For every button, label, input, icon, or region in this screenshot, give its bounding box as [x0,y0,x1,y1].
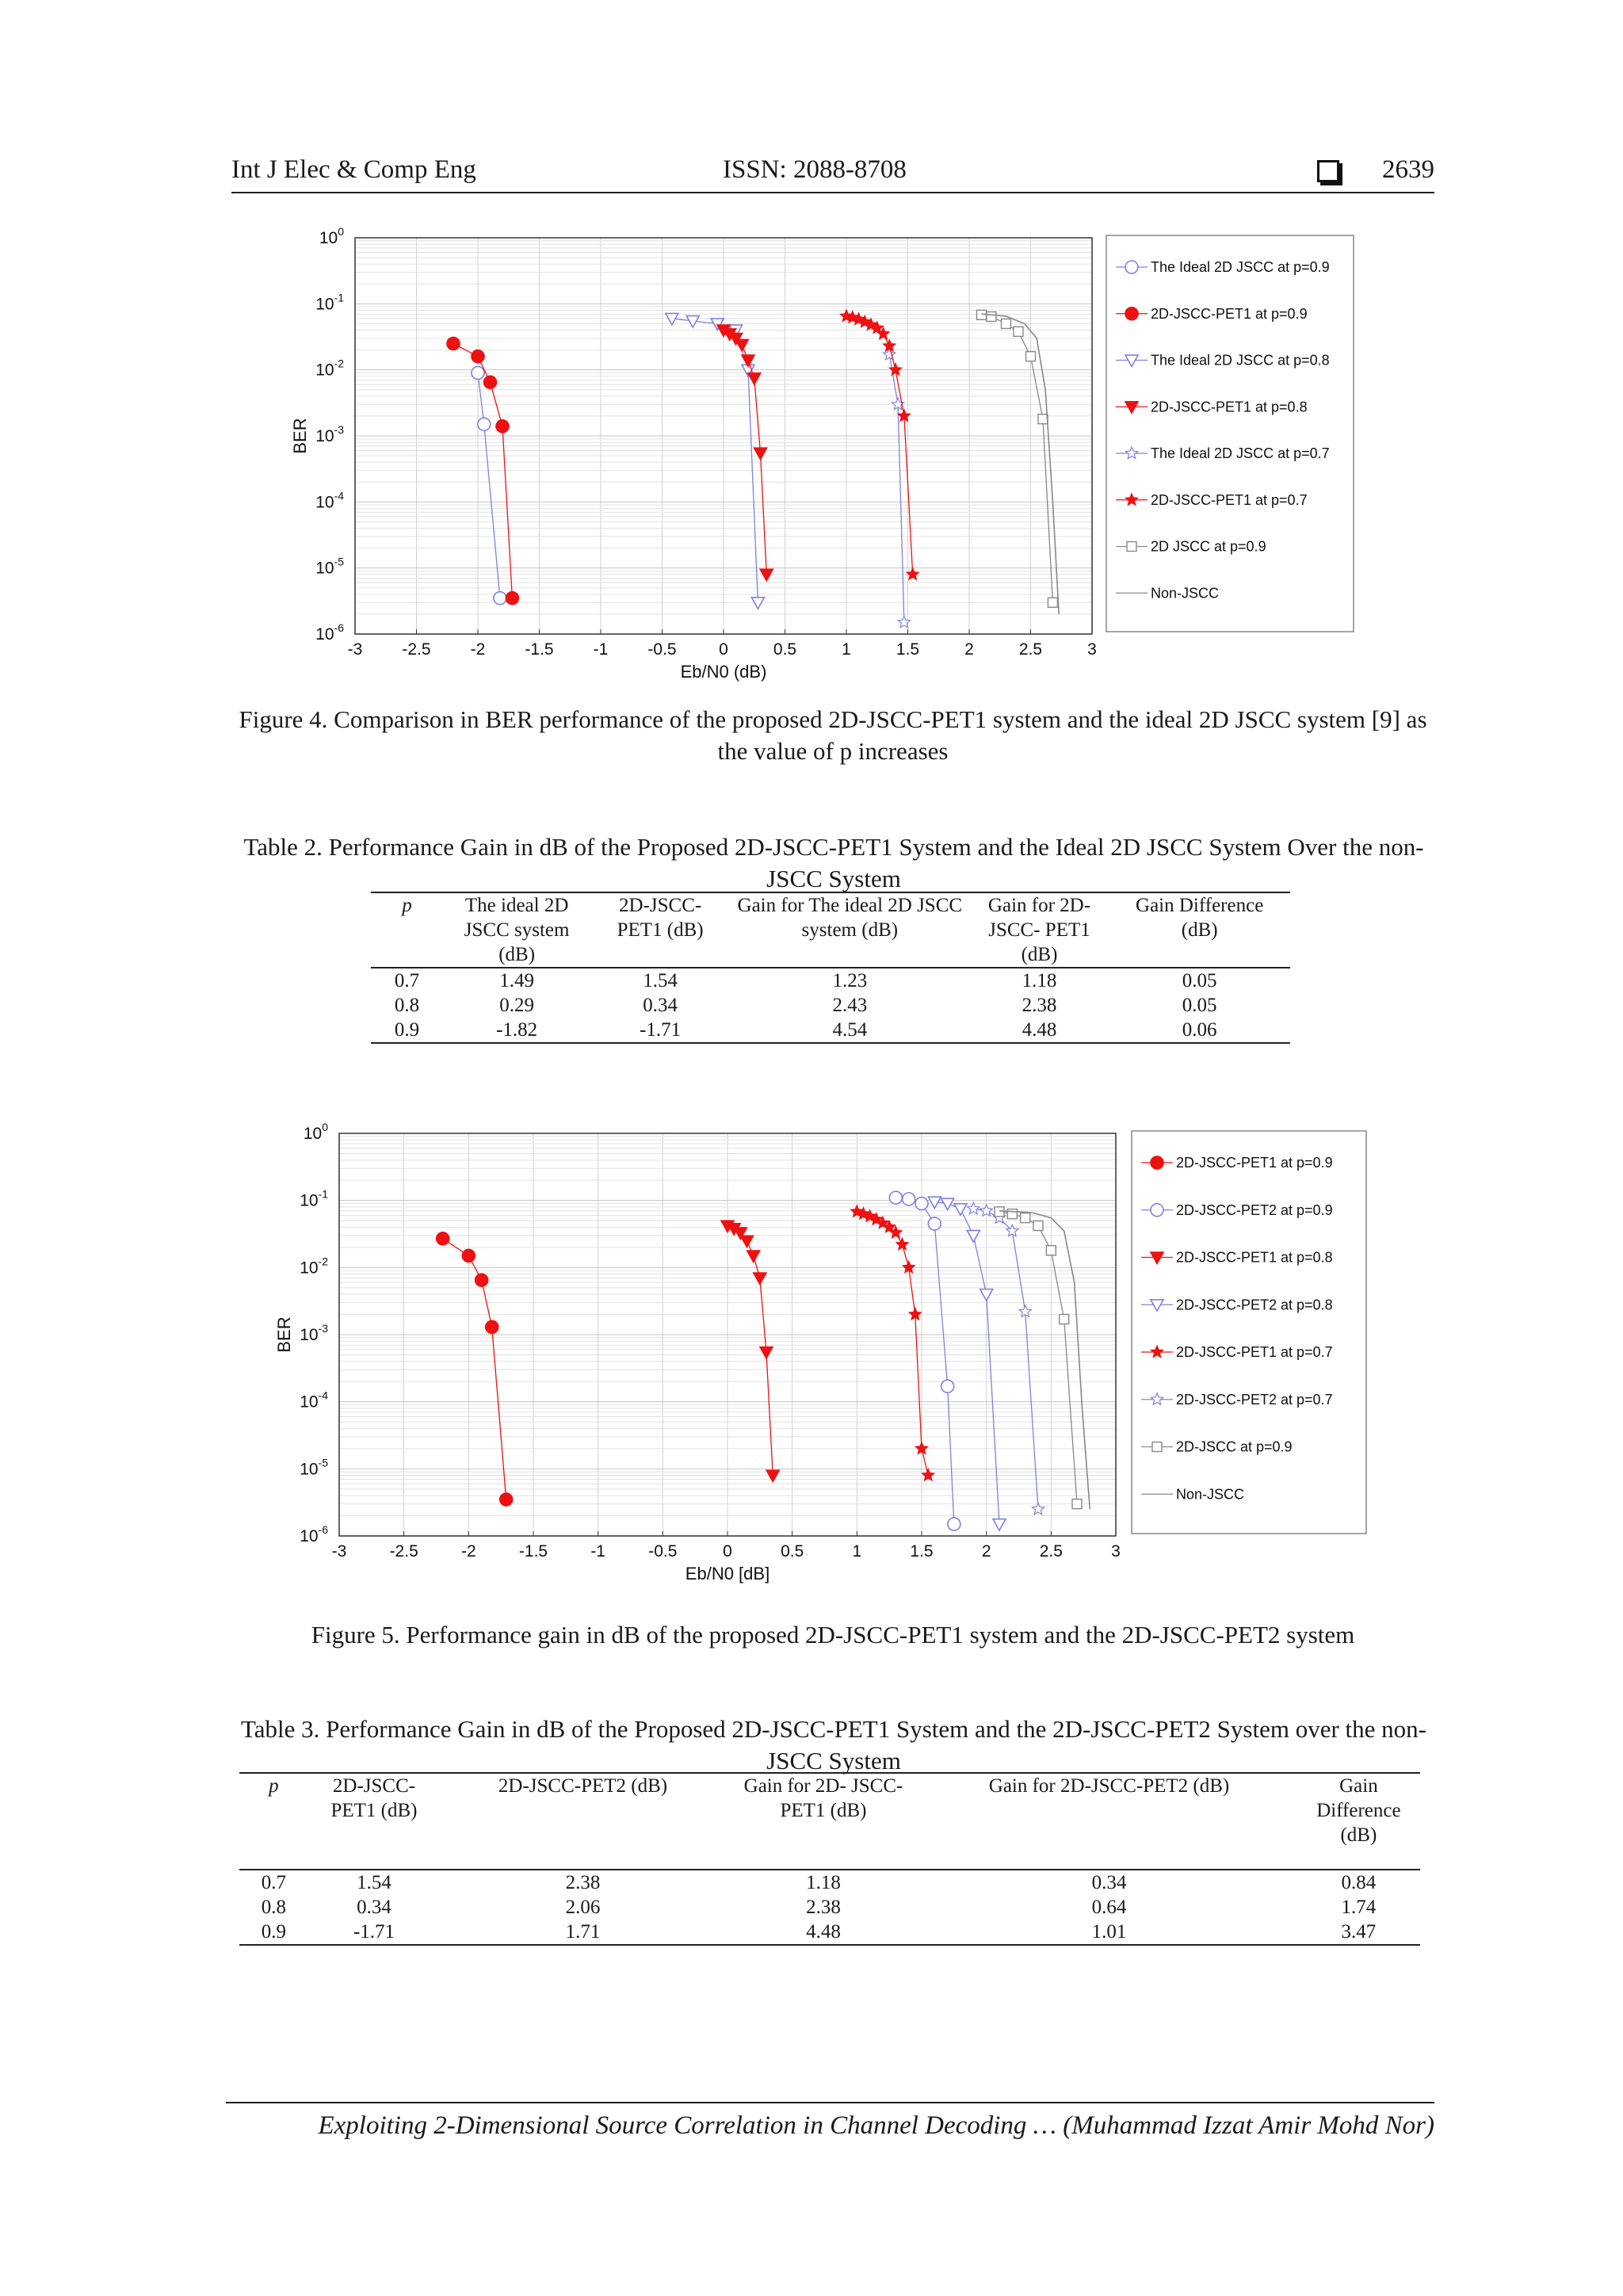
legend-entry: The Ideal 2D JSCC at p=0.8 [1151,352,1330,369]
table-row [239,1870,1420,1895]
data-point [484,376,497,388]
cell: 1.54 [643,970,678,991]
y-tick-label: $10^0$ [303,1121,328,1143]
data-point [437,1232,449,1245]
y-tick-label: $10^{-4}$ [315,489,344,512]
cell: 4.48 [970,1018,1109,1043]
data-point [967,1231,980,1242]
x-tick-label: 0.5 [773,640,797,659]
cell: 0.05 [1182,995,1217,1016]
x-tick-label: 2.5 [1018,640,1043,659]
data-point [486,1320,498,1333]
journal-name: Int J Elec & Comp Eng [231,155,476,184]
page-header [231,155,1434,193]
data-point [747,1251,760,1262]
data-point [760,569,773,580]
cell: 1.49 [499,970,535,991]
table-row [371,968,1290,993]
legend [1132,1131,1366,1534]
data-point [995,1207,1004,1217]
header-pet1: 2D-JSCC- PET1 (dB) [590,892,730,968]
square-icon [1317,160,1339,182]
cell: 1.01 [921,1920,1297,1945]
data-point [1032,1503,1044,1515]
data-point [506,592,518,605]
data-point [1125,308,1138,320]
x-tick-label: 2.5 [1039,1542,1063,1561]
series-line [999,1212,1077,1504]
cell: 0.64 [1091,1897,1127,1918]
x-tick-label: -1.5 [525,640,554,659]
cell: 2.38 [806,1897,841,1918]
page-number: 2639 [1382,155,1434,184]
legend-entry: 2D-JSCC-PET1 at p=0.9 [1176,1155,1333,1171]
y-axis-label: BER [274,1316,294,1353]
cell: 1.71 [440,1920,726,1945]
data-point [751,598,764,609]
cell: 0.7 [261,1872,286,1893]
x-tick-label: -2.5 [389,1542,418,1561]
data-point [1033,1221,1043,1231]
table-row [371,1018,1290,1043]
data-point [1151,1156,1163,1169]
table-row [371,993,1290,1018]
data-point [1038,415,1048,424]
data-point [754,448,767,459]
legend-entry: 2D-JSCC-PET2 at p=0.9 [1176,1201,1333,1218]
data-point [884,340,896,352]
cell: 0.29 [499,995,535,1016]
legend-entry: 2D-JSCC-PET1 at p=0.9 [1151,305,1308,322]
legend-entry: The Ideal 2D JSCC at p=0.7 [1151,445,1330,461]
x-tick-label: 1.5 [896,640,920,659]
data-point [898,616,910,628]
table-3 [239,1772,1420,1946]
data-point [907,568,918,580]
figure-4-caption: Figure 4. Comparison in BER performance of the proposed 2D-JSCC-PET1 system and the ideal 2D JSCC system [9] as the value of p increases [239,705,1427,765]
series [721,1221,779,1481]
x-tick-label: 3 [1087,640,1097,659]
header-pet2: 2D-JSCC-PET2 (dB) [440,1773,726,1870]
header-gain-difference: Gain Difference (dB) [1297,1773,1420,1870]
legend-frame [1132,1131,1366,1534]
data-point [941,1198,954,1209]
data-point [941,1380,954,1392]
y-tick-label: $10^{-4}$ [300,1389,328,1412]
legend-entry: 2D-JSCC-PET1 at p=0.7 [1176,1344,1333,1360]
series-line [846,316,913,575]
legend-entry: 2D-JSCC-PET1 at p=0.8 [1151,399,1308,415]
y-axis-label: BER [290,418,310,454]
cell: 0.7 [394,970,420,991]
cell: 2.43 [832,995,868,1016]
cell: 2.38 [1022,995,1057,1016]
data-point [1021,1213,1030,1223]
series [977,310,1058,607]
data-point [1014,327,1023,336]
x-tick-label: -1.5 [518,1542,548,1561]
data-point [1002,319,1011,328]
y-tick-label: $10^{-6}$ [300,1523,328,1545]
cell: 0.9 [239,1920,308,1945]
series-line [857,1212,928,1476]
data-point [500,1493,513,1506]
data-point [928,1217,941,1230]
cell: -1.82 [443,1018,590,1043]
series-line [453,344,512,598]
data-point [748,373,761,384]
cell: 0.06 [1109,1018,1290,1043]
cell: 0.8 [394,995,420,1016]
cell: 4.54 [730,1018,970,1043]
x-axis-label: Eb/N0 (dB) [680,662,767,682]
y-tick-label: $10^0$ [319,225,344,247]
data-point [1048,598,1057,607]
x-tick-label: -2.5 [402,640,431,659]
data-point [496,420,509,433]
page-footer [226,2102,1434,2141]
issn: ISSN: 2088-8708 [723,155,907,184]
legend-entry: 2D-JSCC-PET2 at p=0.7 [1176,1391,1333,1408]
legend-entry: 2D JSCC at p=0.9 [1151,538,1266,555]
data-point [494,592,506,605]
cell: 0.34 [1091,1872,1127,1893]
y-tick-label: $10^{-3}$ [315,423,344,445]
cell: 0.34 [643,995,678,1016]
y-tick-label: $10^{-1}$ [315,291,344,314]
cell: 1.18 [1022,970,1057,991]
legend-entry: 2D-JSCC-PET1 at p=0.8 [1176,1249,1333,1266]
legend-entry: 2D-JSCC-PET2 at p=0.8 [1176,1297,1333,1313]
data-point [478,418,491,430]
header-gain-difference: Gain Difference (dB) [1109,892,1290,968]
data-point [472,366,484,379]
table-header-row [371,892,1290,968]
table-2-caption: Table 2. Performance Gain in dB of the Proposed 2D-JSCC-PET1 System and the Ideal 2D JSCC System Over the non-JSCC System [243,833,1424,892]
x-tick-label: -1 [590,1542,606,1561]
header-gain-pet1: Gain for 2D-JSCC- PET1 (dB) [970,892,1109,968]
series [968,1202,1044,1515]
x-tick-label: -2 [470,640,486,659]
data-point [462,1249,475,1262]
x-tick-label: 2 [981,1542,991,1561]
data-point [447,338,460,350]
cell: 1.74 [1341,1897,1377,1918]
cell: 2.38 [565,1872,601,1893]
data-point [987,311,996,321]
figure-5-caption: Figure 5. Performance gain in dB of the proposed 2D-JSCC-PET1 system and the 2D-JSCC-PET2 system [311,1621,1355,1648]
data-point [1072,1499,1082,1509]
cell: 1.23 [832,970,868,991]
x-tick-label: 1 [842,640,851,659]
legend-frame [1106,235,1354,632]
series-line [982,315,1053,602]
series [717,325,773,581]
y-tick-label: $10^{-5}$ [315,555,344,578]
header-gain-pet1: Gain for 2D- JSCC-PET1 (dB) [726,1773,921,1870]
x-tick-label: 0.5 [781,1542,804,1561]
cell: 1.54 [357,1872,391,1893]
series [884,349,911,628]
cell: -1.71 [308,1920,441,1945]
legend-entry: Non-JSCC [1176,1486,1245,1503]
table-row [239,1920,1420,1945]
header-p: p [239,1773,308,1870]
legend-entry: Non-JSCC [1151,585,1220,602]
footer-text: Exploiting 2-Dimensional Source Correlation in Channel Decoding … (Muhammad Izzat Amir Mohd Nor) [318,2111,1434,2140]
x-tick-label: -3 [331,1542,347,1561]
data-point [980,1289,993,1301]
data-point [1151,1204,1163,1217]
table-2 [371,892,1290,1044]
data-point [1026,352,1036,361]
cell: 0.84 [1341,1872,1377,1893]
data-point [903,1193,915,1205]
x-tick-label: 1 [852,1542,862,1561]
header-pet1: 2D-JSCC- PET1 (dB) [308,1773,441,1870]
data-point [954,1204,967,1215]
legend-entry: 2D-JSCC-PET1 at p=0.7 [1151,491,1308,508]
cell: 2.06 [565,1897,601,1918]
x-tick-label: 3 [1111,1542,1121,1561]
data-point [968,1202,980,1214]
x-tick-label: 0 [719,640,728,659]
x-tick-label: -0.5 [648,1542,678,1561]
grid-lines [339,1133,1116,1536]
y-tick-label: $10^{-2}$ [300,1255,328,1278]
data-point [948,1518,960,1530]
cell: 0.9 [371,1018,443,1043]
legend-entry: 2D-JSCC at p=0.9 [1176,1438,1293,1455]
series-line [999,1211,1090,1510]
data-point [472,350,484,363]
series [999,1211,1090,1510]
series-line [889,355,904,623]
series-line [982,314,1060,614]
y-tick-label: $10^{-5}$ [300,1456,328,1479]
data-point [915,1198,928,1210]
data-point [898,410,910,422]
grid-lines [355,238,1092,634]
legend [1106,235,1354,632]
y-tick-label: $10^{-1}$ [300,1187,328,1210]
cell: 3.47 [1297,1920,1420,1945]
data-point [475,1274,488,1286]
header-ideal: The ideal 2D JSCC system (dB) [443,892,590,968]
header-gain-ideal: Gain for The ideal 2D JSCC system (dB) [730,892,970,968]
cell: 0.05 [1182,970,1217,991]
data-point [993,1519,1006,1530]
data-point [741,1236,754,1247]
series-line [973,1209,1038,1509]
table-row [239,1895,1420,1920]
data-point [735,340,748,351]
data-point [760,1347,773,1358]
series [982,314,1060,614]
figure-4-chart [285,214,1363,682]
x-tick-label: -2 [460,1542,476,1561]
x-tick-label: 0 [723,1542,732,1561]
data-point [896,1238,908,1250]
x-tick-label: -3 [347,640,363,659]
data-point [1060,1314,1069,1324]
series [928,1197,1006,1530]
x-tick-label: 1.5 [910,1542,934,1561]
x-axis-label: Eb/N0 [dB] [685,1564,770,1584]
y-tick-label: $10^{-3}$ [300,1322,328,1344]
series [472,366,506,604]
series-line [934,1202,999,1525]
series [437,1232,513,1506]
cell: -1.71 [590,1018,730,1043]
cell: 1.18 [806,1872,841,1893]
data-point [1046,1246,1056,1255]
header-p: p [371,892,443,968]
data-point [766,1470,779,1481]
x-tick-label: -0.5 [647,640,677,659]
header-gain-pet2: Gain for 2D-JSCC-PET2 (dB) [921,1773,1297,1870]
data-point [922,1469,934,1481]
data-point [1152,1442,1162,1452]
table-3-caption: Table 3. Performance Gain in dB of the Proposed 2D-JSCC-PET1 System and the 2D-JSCC-PET2 System over the non-JSCC System [241,1715,1426,1775]
figure-5-chart [269,1110,1371,1601]
y-tick-label: $10^{-2}$ [315,357,344,380]
data-point [1007,1209,1017,1219]
data-point [1125,261,1138,273]
x-tick-label: -1 [593,640,609,659]
table-header-row [239,1773,1420,1870]
y-tick-label: $10^{-6}$ [315,621,344,644]
legend-entry: The Ideal 2D JSCC at p=0.9 [1151,259,1330,275]
data-point [889,1191,902,1204]
cell: 0.34 [357,1897,391,1918]
data-point [1127,542,1136,552]
cell: 4.48 [726,1920,921,1945]
x-tick-label: 2 [964,640,974,659]
cell: 0.8 [261,1897,286,1918]
